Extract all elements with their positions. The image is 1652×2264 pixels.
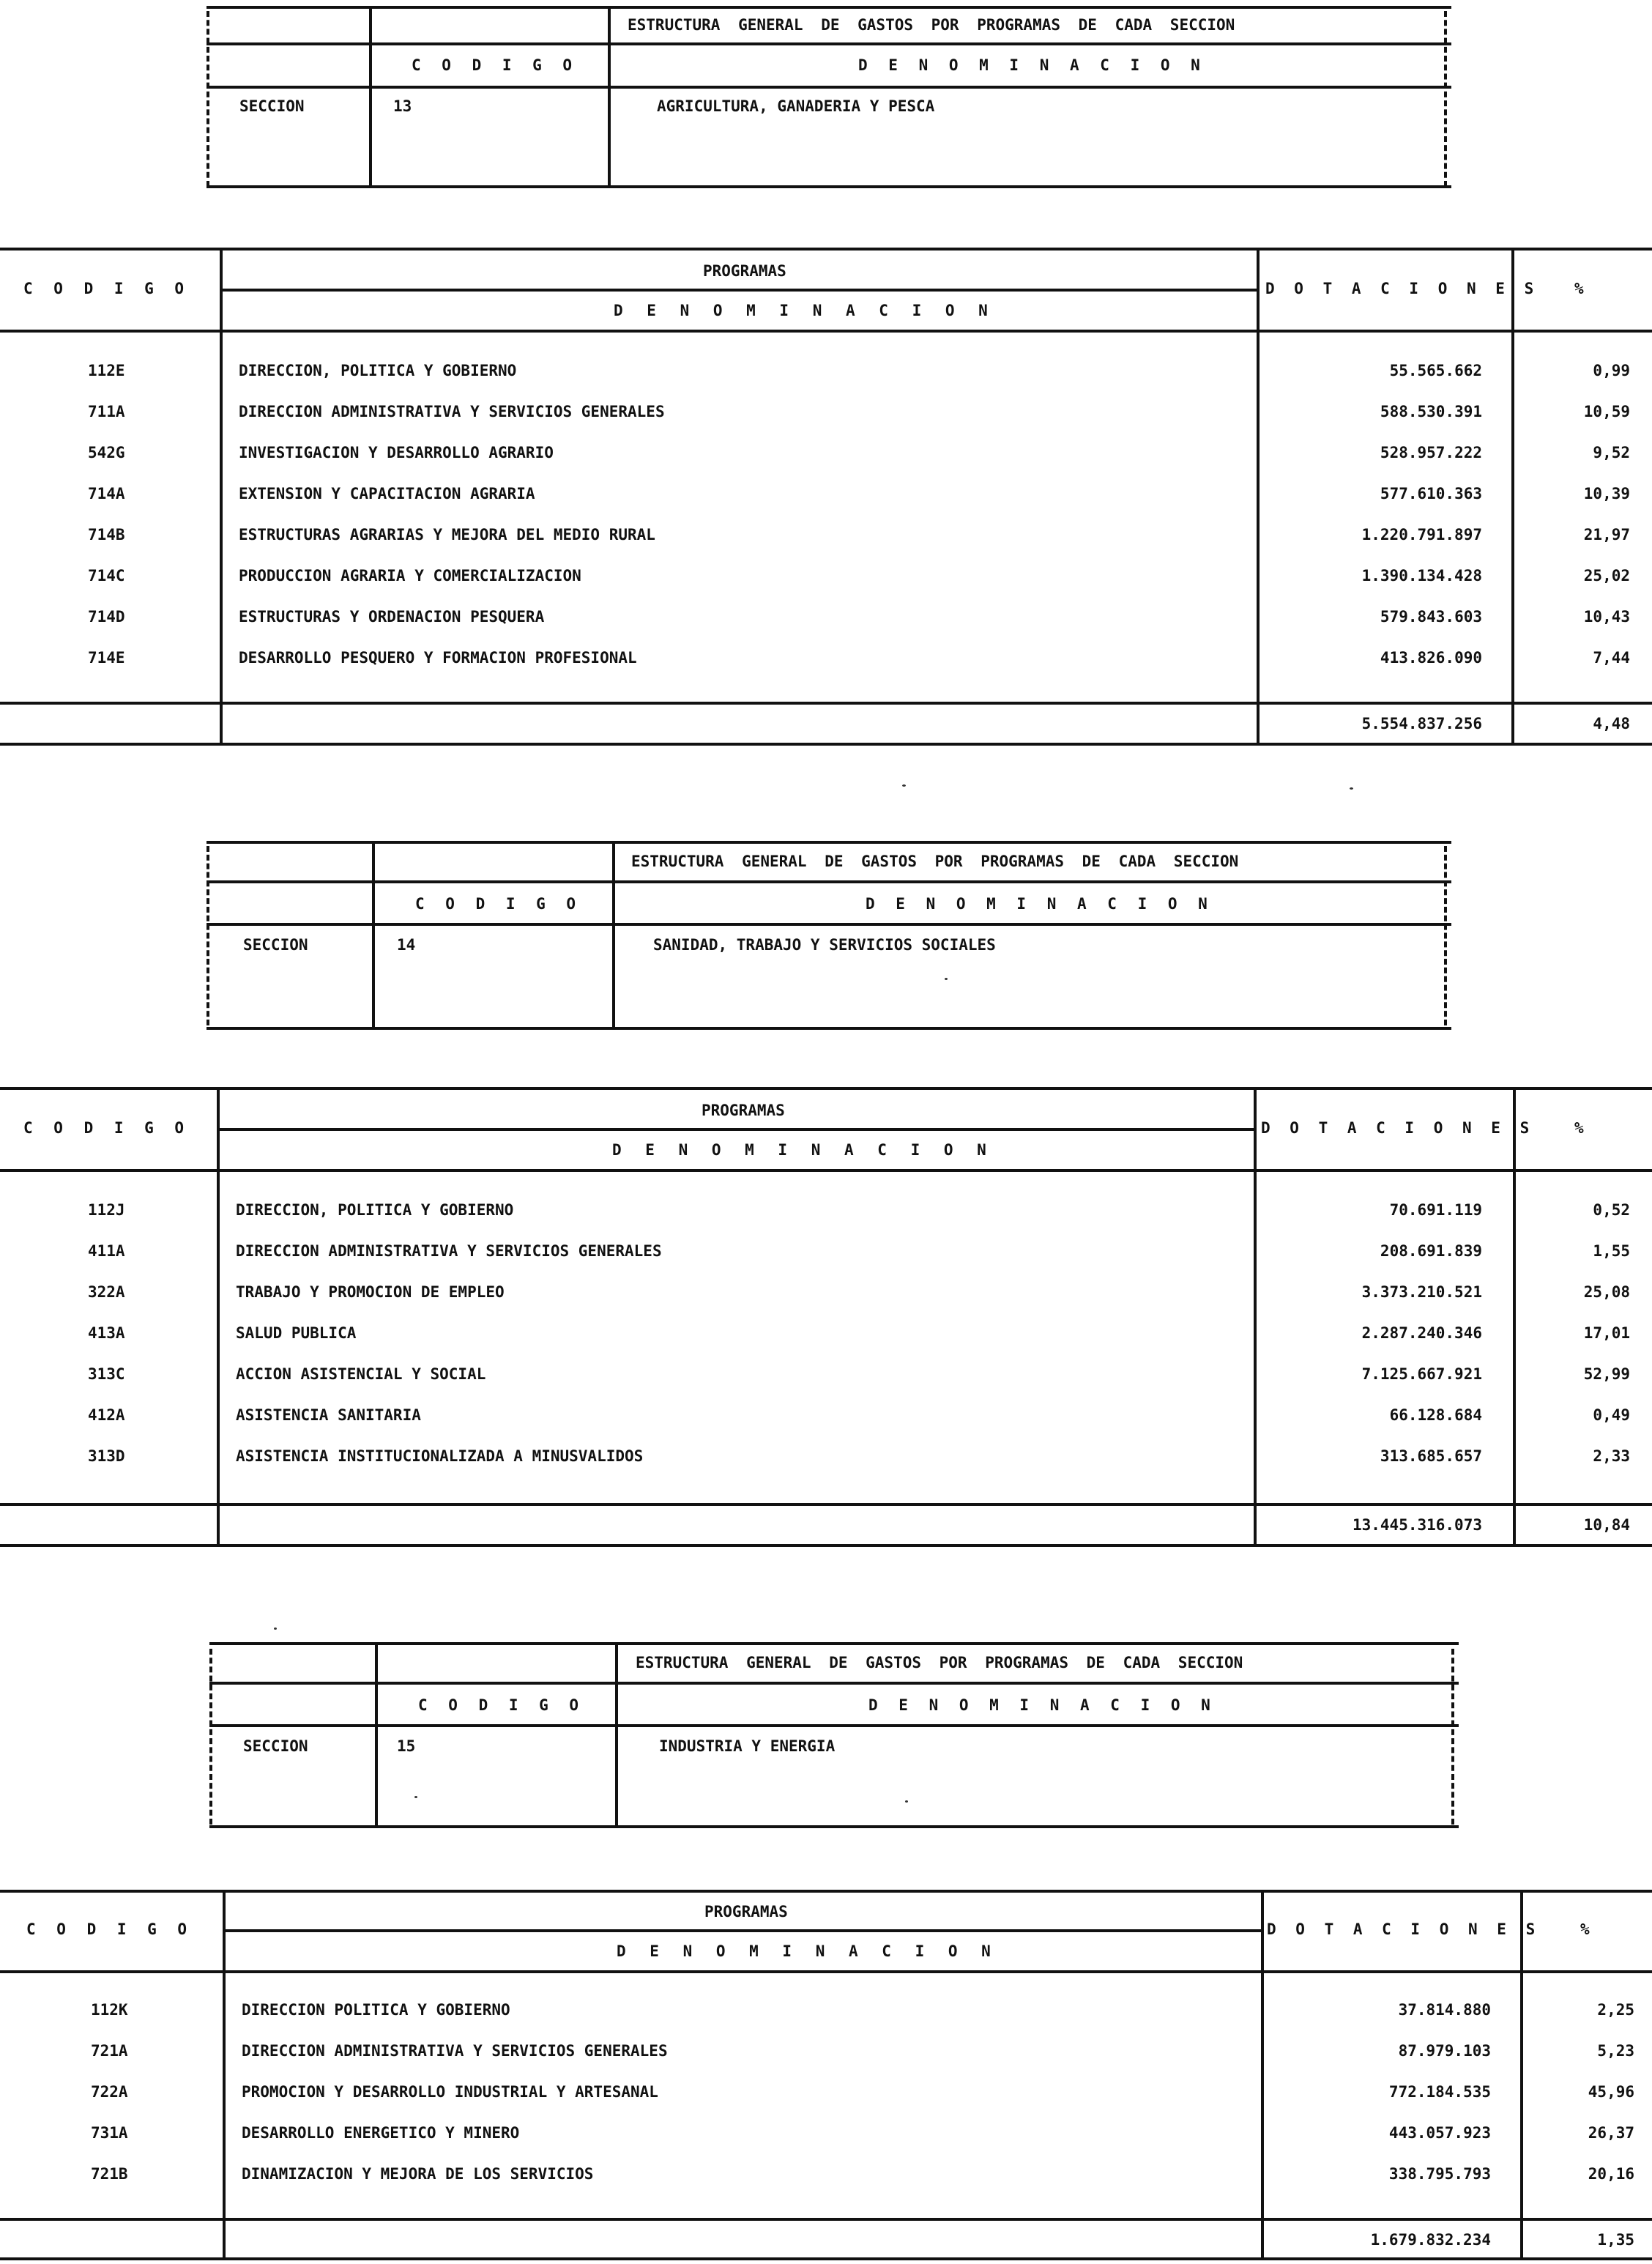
scan-speck — [902, 784, 906, 787]
col-dotaciones-label: D O T A C I O N E S — [1265, 280, 1539, 297]
section-header-box — [209, 1638, 1459, 1831]
section-header-box — [206, 0, 1451, 190]
col-programas-label: PROGRAMAS — [702, 1102, 785, 1119]
header-denominacion-label: D E N O M I N A C I O N — [858, 56, 1206, 74]
col-programas-label: PROGRAMAS — [703, 262, 786, 280]
header-denominacion-label: D E N O M I N A C I O N — [866, 895, 1213, 913]
header-codigo-label: C O D I G O — [412, 56, 578, 74]
header-row-label: SECCION — [243, 1737, 308, 1755]
scan-speck — [414, 1796, 417, 1798]
scan-speck — [1350, 787, 1353, 790]
header-section-code: 14 — [397, 936, 416, 954]
total-pct: 10,84 — [1583, 1516, 1630, 1534]
programs-table: C O D I G O PROGRAMAS D E N O M I N A C I O N D O T A C I O N E S % 112E DIRECCION, POLITICA Y GOBIERNO 55.565.662 0,99 711A DIRECCION ADMINISTRATIVA Y SERVICIOS GENERALES 588.530.391 10,59 542G INVESTIGACION Y DESARROLLO AGRARIO 528.957.222 9,52 714A EXTENSION Y CAPACITACION AGRARIA 577.610.363 10,39 714B ESTRUCTURAS AGRARIAS Y MEJORA DEL MEDIO RURAL 1.220.791.897 21,97 714C PRODUCCION AGRARIA Y COMERCIALIZACION 1.390.134.428 25,02 714D ESTRUCTURAS Y ORDENACION PESQUERA 579.843.603 10,43 714E DESARROLLO PESQUERO Y FORMACION PROFESIONAL 413.826.090 7,44 5.554.837.256 4,48 — [0, 248, 1652, 746]
header-section-code: 13 — [393, 97, 412, 115]
total-amount: 5.554.837.256 — [1361, 715, 1482, 732]
header-section-name: SANIDAD, TRABAJO Y SERVICIOS SOCIALES — [653, 936, 996, 954]
section-header-box — [206, 835, 1451, 1033]
col-codigo-label: C O D I G O — [26, 1920, 193, 1938]
col-pct-label: % — [1574, 280, 1584, 297]
col-codigo-label: C O D I G O — [23, 280, 190, 297]
col-codigo-label: C O D I G O — [23, 1119, 190, 1137]
col-denominacion-label: D E N O M I N A C I O N — [617, 1942, 998, 1960]
col-dotaciones-label: D O T A C I O N E S — [1261, 1119, 1535, 1137]
scan-speck — [274, 1628, 277, 1630]
programs-table: C O D I G O PROGRAMAS D E N O M I N A C I O N D O T A C I O N E S % 112J DIRECCION, POLITICA Y GOBIERNO 70.691.119 0,52 411A DIRECCION ADMINISTRATIVA Y SERVICIOS GENERALES 208.691.839 1,55 322A TRABAJO Y PROMOCION DE EMPLEO 3.373.210.521 25,08 413A SALUD PUBLICA 2.287.240.346 17,01 313C ACCION ASISTENCIAL Y SOCIAL 7.125.667.921 52,99 412A ASISTENCIA SANITARIA 66.128.684 0,49 313D ASISTENCIA INSTITUCIONALIZADA A MINUSVALIDOS 313.685.657 2,33 13.445.316.073 10,84 — [0, 1087, 1652, 1547]
col-dotaciones-label: D O T A C I O N E S — [1267, 1920, 1541, 1938]
total-pct: 4,48 — [1593, 715, 1630, 732]
header-section-name: AGRICULTURA, GANADERIA Y PESCA — [657, 97, 935, 115]
header-codigo-label: C O D I G O — [418, 1696, 585, 1714]
header-row-label: SECCION — [243, 936, 308, 954]
scan-speck — [905, 1800, 908, 1803]
col-pct-label: % — [1580, 1920, 1590, 1938]
header-section-code: 15 — [397, 1737, 416, 1755]
header-row-label: SECCION — [239, 97, 305, 115]
col-denominacion-label: D E N O M I N A C I O N — [614, 302, 995, 319]
total-amount: 13.445.316.073 — [1352, 1516, 1482, 1534]
header-title: ESTRUCTURA GENERAL DE GASTOS POR PROGRAMAS DE CADA SECCION — [631, 853, 1239, 870]
col-programas-label: PROGRAMAS — [704, 1903, 788, 1920]
col-denominacion-label: D E N O M I N A C I O N — [612, 1141, 994, 1159]
programs-table: C O D I G O PROGRAMAS D E N O M I N A C I O N D O T A C I O N E S % 112K DIRECCION POLITICA Y GOBIERNO 37.814.880 2,25 721A DIRECCION ADMINISTRATIVA Y SERVICIOS GENERALES 87.979.103 5,23 722A PROMOCION Y DESARROLLO INDUSTRIAL Y ARTESANAL 772.184.535 45,96 731A DESARROLLO ENERGETICO Y MINERO 443.057.923 26,37 721B DINAMIZACION Y MEJORA DE LOS SERVICIOS 338.795.793 20,16 1.679.832.234 1,35 — [0, 1890, 1652, 2262]
total-pct: 1,35 — [1597, 2231, 1634, 2249]
header-title: ESTRUCTURA GENERAL DE GASTOS POR PROGRAMAS DE CADA SECCION — [628, 16, 1235, 34]
col-pct-label: % — [1574, 1119, 1584, 1137]
header-codigo-label: C O D I G O — [415, 895, 582, 913]
header-section-name: INDUSTRIA Y ENERGIA — [659, 1737, 836, 1755]
header-denominacion-label: D E N O M I N A C I O N — [868, 1696, 1216, 1714]
scan-speck — [945, 978, 948, 980]
header-title: ESTRUCTURA GENERAL DE GASTOS POR PROGRAMAS DE CADA SECCION — [636, 1654, 1243, 1671]
total-amount: 1.679.832.234 — [1370, 2231, 1491, 2249]
